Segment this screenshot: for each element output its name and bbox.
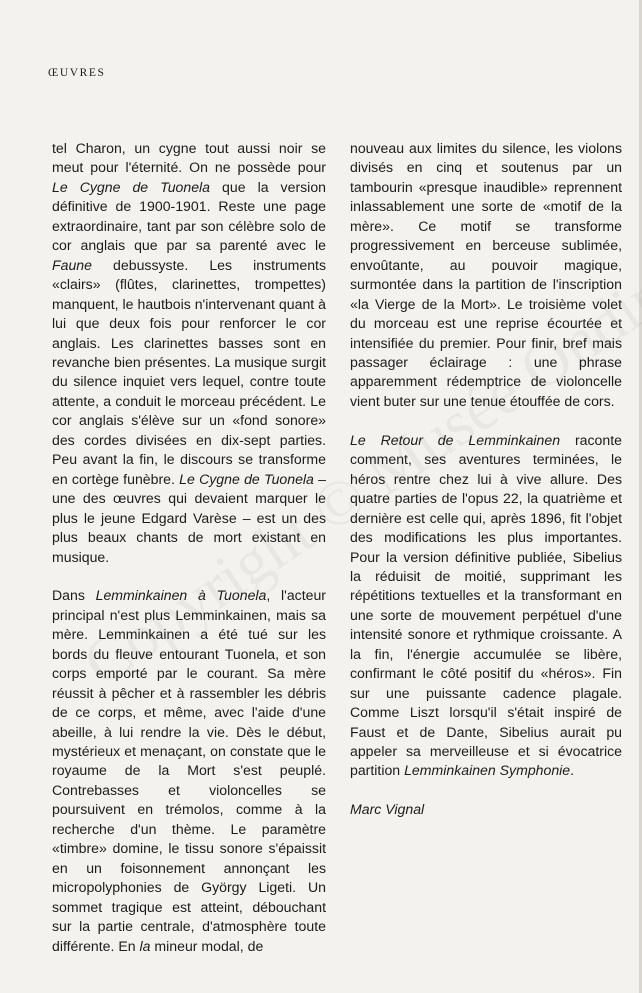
italic-title: la — [139, 937, 151, 954]
paragraph: nouveau aux limites du silence, les violons divisés en cinq et soutenus par un tambourin «presque inaudible» reprennent inlassablement une sorte de «motif de la mère». Ce motif se transforme progressivement en berceuse sublimée, envoûtante, au pouvoir magique, surmontée dans la partition de l'inscription «la Vierge de la Mort». Le troisième volet du morceau est une reprise écourtée et intensifiée du premier. Pour finir, bref mais passager éclairage : une phrase apparemment rédemptrice de violoncelle vient buter sur une tenue étouffée de cors. — [350, 140, 622, 409]
right-column — [350, 139, 622, 820]
author-signature: Marc Vignal — [350, 801, 425, 818]
left-column — [52, 139, 326, 956]
paragraph: Dans Lemminkainen à Tuonela, l'acteur principal n'est plus Lemminkainen, mais sa mère. Lemminkainen a été tué sur les bords du fleuve entourant Tuonela, et son corps emporté par le courant. Sa mère réussit à pêcher et à rassembler les débris de ce corps, et même, avec l'aide d'une abeille, à lui rendre la vie. Dès le début, mystérieux et menaçant, on constate que le royaume de la Mort s'est peuplé. Contrebasses et violoncelles se poursuivent en trémolos, comme à la recherche d'un thème. Le paramètre «timbre» domine, le tissu sonore s'épaissit en un foisonnement annonçant les micropolyphonies de György Ligeti. Un sommet tragique est atteint, débouchant sur la partie centrale, d'atmosphère toute différente. En la mineur modal, de — [52, 587, 326, 954]
italic-title: Faune — [52, 256, 92, 273]
italic-title: Le Cygne de Tuonela — [179, 470, 314, 487]
paragraph: Le Retour de Lemminkainen raconte comment, ses aventures terminées, le héros rentre chez lui à vive allure. Des quatre parties de l'opus 22, la quatrième et dernière est celle qui, après 1896, fit l'objet des modifications les plus importantes. Pour la version définitive publiée, Sibelius la réduisit de moitié, supprimant les répétitions textuelles et la transformant en une sorte de mouvement perpétuel d'une intensité sonore et rythmique croissante. A la fin, l'énergie accumulée se libère, confirmant le côté positif du «héros». Fin sur une puissante cadence plagale. Comme Liszt lorsqu'il s'était inspiré de Faust et de Dante, Sibelius aurait pu appeler sa merveilleuse et si évocatrice partition Lemminkainen Symphonie. — [350, 431, 622, 779]
italic-title: Lemminkainen Symphonie — [404, 762, 571, 779]
italic-title: Le Cygne de Tuonela — [52, 178, 211, 195]
page-header: ŒUVRES — [48, 67, 106, 79]
italic-title: Lemminkainen à Tuonela — [95, 587, 267, 604]
italic-title: Le Retour de Lemminkainen — [350, 431, 561, 448]
paragraph: tel Charon, un cygne tout aussi noir se meut pour l'éternité. On ne possède pour Le Cygne de Tuonela que la version définitive de 1900-1901. Reste une page extraordinaire, tant par son célèbre solo de cor anglais que par sa parenté avec le Faune debussyste. Les instruments «clairs» (flûtes, clarinettes, trompettes) manquent, le hautbois n'intervenant quant à lui que deux fois pour renforcer le cor anglais. Les clarinettes basses sont en revanche bien présentes. La musique surgit du silence inquiet vers lequel, contre toute attente, a conduit le morceau précédent. Le cor anglais s'élève sur un «fond sonore» des cordes divisées en dix-sept parties. Peu avant la fin, le discours se transforme en cortège funèbre. Le Cygne de Tuonela – une des œuvres qui devaient marquer le plus le jeune Edgard Varèse – est un des plus beaux chants de mort existant en musique. — [52, 140, 326, 565]
